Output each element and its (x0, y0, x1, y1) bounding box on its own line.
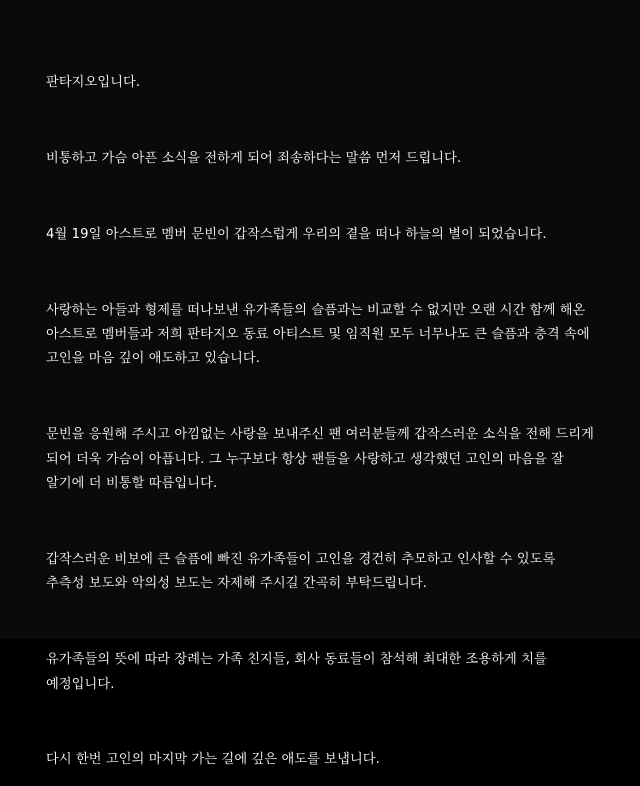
paragraph-apology: 비통하고 가슴 아픈 소식을 전하게 되어 죄송하다는 말씀 먼저 드립니다. (46, 150, 462, 166)
statement-body (46, 58, 599, 786)
paragraph-media-request: 갑작스러운 비보에 큰 슬픔에 빠진 유가족들이 고인을 경건히 추모하고 인사할 수 있도록 추측성 보도와 악의성 보도는 자제해 주시길 간곡히 부탁드립니다. (46, 551, 560, 592)
paragraph-fans: 문빈을 응원해 주시고 아낌없는 사랑을 보내주신 팬 여러분들께 갑작스러운 소식을 전해 드리게 되어 더욱 가슴이 아픕니다. 그 누구보다 항상 팬들을 사랑하고 생각했던 고인의 마음을 잘 알기에 더 비통할 따름입니다. (46, 427, 599, 492)
paragraph-intro: 판타지오입니다. (46, 75, 141, 91)
paragraph-announcement: 4월 19일 아스트로 멤버 문빈이 갑작스럽게 우리의 곁을 떠나 하늘의 별이 되었습니다. (46, 226, 547, 242)
paragraph-closing: 다시 한번 고인의 마지막 가는 길에 깊은 애도를 보냅니다. (46, 752, 380, 768)
paragraph-funeral: 유가족들의 뜻에 따라 장례는 가족 친지들, 회사 동료들이 참석해 최대한 조용하게 치를 예정입니다. (46, 652, 552, 692)
paragraph-mourning: 사랑하는 아들과 형제를 떠나보낸 유가족들의 슬픔과는 비교할 수 없지만 오랜 시간 함께 해온 아스트로 멤버들과 저희 판타지오 동료 아티스트 및 임직원 모두 너무나도 큰 슬픔과 충격 속에 고인을 마음 깊이 애도하고 있습니다. (46, 302, 594, 367)
